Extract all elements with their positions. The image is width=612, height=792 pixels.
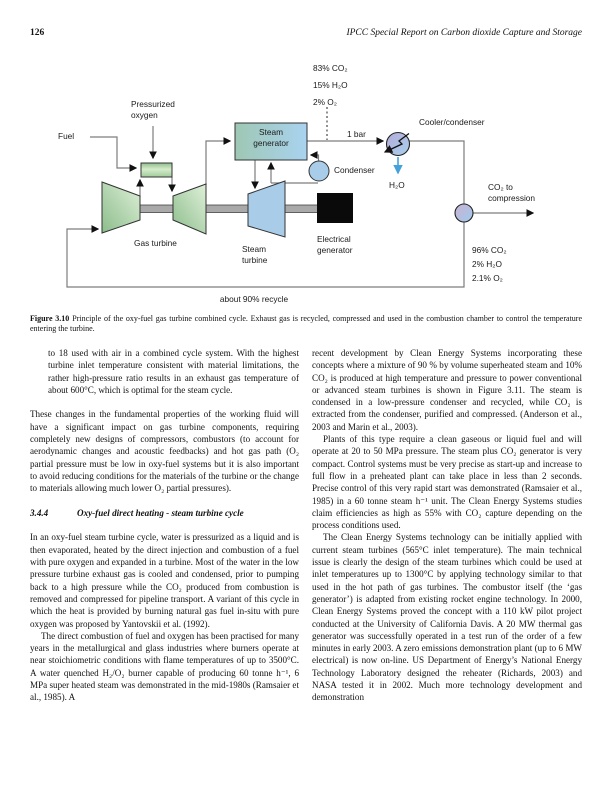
page-number: 126: [30, 28, 45, 38]
compressor-shape: [102, 182, 140, 233]
water-label: H₂O: [389, 180, 405, 190]
product-co2-label: 96% CO₂: [472, 245, 507, 255]
condenser-label: Condenser: [334, 165, 375, 175]
figure-caption-text: Principle of the oxy-fuel gas turbine combined cycle. Exhaust gas is recycled, compressed and used in the combustion chamber to control the temperature entering the turbine.: [30, 314, 583, 334]
pressure-label: 1 bar: [347, 129, 366, 139]
steam-turbine-label: Steam turbine: [242, 244, 268, 265]
figure-caption: [30, 314, 582, 335]
paragraph: The direct combustion of fuel and oxygen has been practised for many years in the metallurgical and glass industries where burners operate at near stoichiometric conditions with flame temperatures of up to 3500°C. A water quenched H₂/O₂ burner capable of producing 60 tonne h⁻¹, 6 MPa super heated steam was demonstrated in the mid-1980s (Ramsaier et al., 1985). A: [30, 630, 299, 703]
paragraph: These changes in the fundamental properties of the working fluid will have a significant impact on gas turbine components, requiring completely new designs of compressors, combustors (to account for aerodynamic changes and acoustic feedbacks) and hot gas path (O₂ partial pressure must be low in oxy-fuel systems but it is also important to avoid reducing conditions for the materials of the turbine or the change to materials allowing much lower O₂ partial pressures).: [30, 409, 299, 494]
electrical-generator-shape: [317, 193, 353, 223]
cooler-outlet-pipe: [410, 141, 465, 204]
running-title: IPCC Special Report on Carbon dioxide Capture and Storage: [346, 28, 582, 38]
paragraph: In an oxy-fuel steam turbine cycle, water is pressurized as a liquid and is then evaporated, heated by the direct injection and combustion of a fuel with pure oxygen and expanded in a turbine. Most of the water in the low pressure turbine exhaust gas is cooled and condensed, prior to pumping back to a high pressure while the CO₂ produced from combustion is removed and compressed for pipeline transport. A variant of this cycle in which the heat is provided by burning natural gas fuel in-situ with pure oxygen was proposed by Yantovskii et al. (1992).: [30, 532, 299, 629]
process-flow-diagram: [0, 0, 612, 315]
paragraph: The Clean Energy Systems technology can be initially applied with current steam turbines (565°C inlet temperature). The main technical issue is clearly the design of the steam turbines which could be used at inlet temperatures up to 1300°C by applying technology similar to that used in the hot path of gas turbines. The combustor itself (the ‘gas generator’) is adapted from existing rocket engine technology. In 2000, Clean Energy Systems proved the concept with a 110 kW pilot project conducted at the University of California Davis. A 20 MW thermal gas generator was successfully operated in a test run of the order of a few minutes in early 2003. A zero emissions demonstration plant (up to 6 MW electrical) is now on-line. US Department of Energy’s National Energy Technology Laboratory designed the reheater (Richards, 2003) and NASA tested it in 2002. Much more technology development and demonstration: [312, 532, 582, 703]
gas-turbine-shape: [173, 184, 206, 234]
condenser-shape: [309, 161, 329, 181]
steam-generator-label: Steam generator: [253, 127, 289, 148]
steam-turbine-shape: [248, 181, 285, 237]
electrical-generator-label: Electrical generator: [317, 234, 353, 255]
figure-3-10-diagram: [0, 0, 612, 315]
splitter-junction-shape: [455, 204, 473, 222]
co2-to-compression-label: CO₂ to compression: [488, 182, 536, 203]
paragraph: to 18 used with air in a combined cycle system. With the highest turbine inlet temperature consistent with material limitations, the rather high-pressure ratio results in an exhaust gas temperature of about 600°C, which is optimal for the steam cycle.: [48, 348, 299, 395]
recycle-label: about 90% recycle: [219, 294, 289, 304]
section-title: Oxy-fuel direct heating - steam turbine cycle: [77, 507, 244, 518]
gas-turbine-label: Gas turbine: [134, 238, 177, 248]
turbine-shaft: [140, 205, 318, 213]
flue-gas-co2-label: 83% CO₂: [313, 63, 348, 73]
product-h2o-label: 2% H₂O: [472, 259, 502, 269]
exhaust-to-steam-generator-pipe: [206, 141, 230, 185]
section-heading: [30, 507, 299, 519]
cooler-condenser-label: Cooler/condenser: [419, 117, 485, 127]
paragraph: recent development by Clean Energy Systems incorporating these concepts where a mixture of 90 % by volume superheated steam and 10% CO₂ is produced at high temperature and pressure to power conventional or advanced steam turbines is shown in Figure 3.11. The steam is condensed in a low-pressure condenser and recycled, while CO₂ is extracted from the condenser, purified and compressed. (Anderson et al., 2003 and Marin et al., 2003).: [312, 348, 582, 432]
paragraph: Plants of this type require a clean gaseous or liquid fuel and will operate at 20 to 50 MPa pressure. The steam plus CO₂ generator is very compact. Control systems must be very precise as start-up and increase to full flow in a preheated plant can take place in less than 2 seconds. Precise control of this very rapid start was demonstrated (Ramsaier et al., 1985) in a 60 tonne steam h⁻¹ unit. The Clean Energy Systems studies claim efficiencies as high as 55% with CO₂ capture depending on the process conditions used.: [312, 434, 582, 531]
right-text-column: [312, 347, 582, 704]
left-text-column: [30, 347, 299, 704]
pressurized-oxygen-label: Pressurized oxygen: [131, 99, 175, 120]
fuel-pipe: [90, 137, 136, 168]
fuel-label: Fuel: [58, 131, 75, 141]
combustor-shape: [141, 163, 172, 177]
flue-gas-o2-label: 2% O₂: [313, 97, 337, 107]
flue-gas-h2o-label: 15% H₂O: [313, 80, 348, 90]
figure-caption-label: Figure 3.10: [30, 314, 70, 323]
section-number: 3.4.4: [30, 507, 49, 518]
product-o2-label: 2.1% O₂: [472, 273, 503, 283]
